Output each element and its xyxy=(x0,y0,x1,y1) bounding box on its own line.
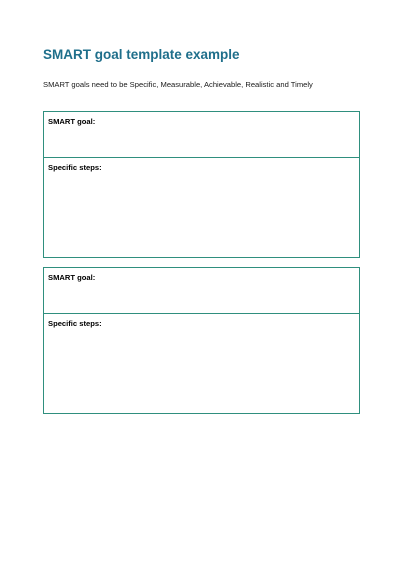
document-title: SMART goal template example xyxy=(43,47,240,62)
smart-goal-cell[interactable] xyxy=(44,112,359,158)
document-subtitle: SMART goals need to be Specific, Measurable, Achievable, Realistic and Timely xyxy=(43,80,313,89)
specific-steps-cell[interactable] xyxy=(44,314,359,413)
smart-goal-cell[interactable] xyxy=(44,268,359,314)
specific-steps-cell[interactable] xyxy=(44,158,359,257)
smart-goal-label: SMART goal: xyxy=(48,117,96,126)
specific-steps-label: Specific steps: xyxy=(48,163,102,172)
specific-steps-label: Specific steps: xyxy=(48,319,102,328)
smart-goal-label: SMART goal: xyxy=(48,273,96,282)
goal-table-1 xyxy=(43,111,360,258)
goal-table-2 xyxy=(43,267,360,414)
